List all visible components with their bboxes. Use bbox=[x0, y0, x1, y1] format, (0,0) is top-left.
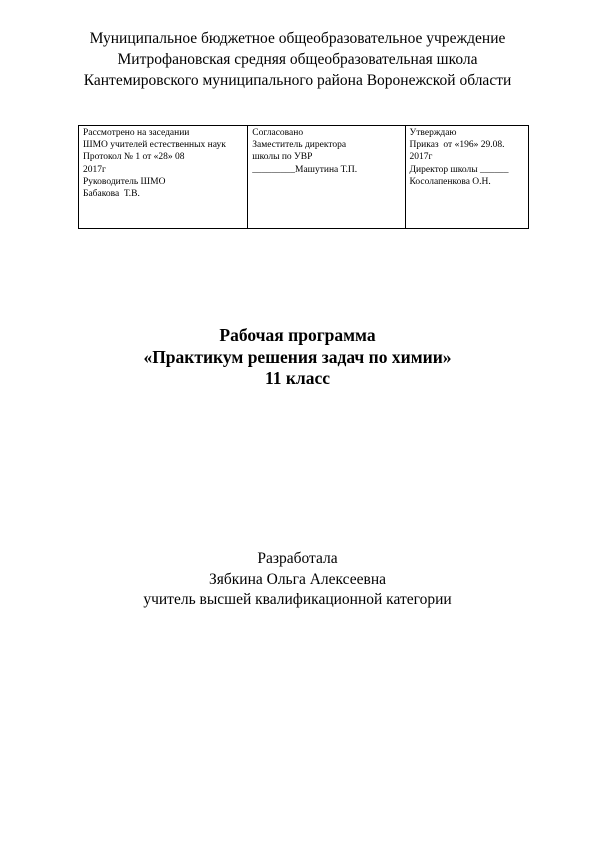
program-grade: 11 класс bbox=[264, 368, 331, 388]
school-header bbox=[0, 28, 595, 91]
considered-line: Бабакова Т.В. bbox=[83, 189, 140, 200]
author-name: Зябкина Ольга Алексеевна bbox=[208, 570, 387, 588]
agreed-cell bbox=[247, 126, 404, 228]
considered-line: ШМО учителей естественных наук bbox=[83, 140, 226, 151]
author-position: учитель высшей квалификационной категории bbox=[143, 591, 452, 608]
approved-line: 2017г bbox=[409, 152, 433, 163]
author-block bbox=[0, 549, 595, 611]
school-header-line: Муниципальное бюджетное общеобразовательное учреждение bbox=[89, 30, 506, 47]
program-course-name: «Практикум решения задач по химии» bbox=[143, 346, 452, 367]
approval-table bbox=[78, 125, 529, 229]
program-title-line: Рабочая программа bbox=[219, 325, 376, 345]
school-header-line: Кантемировского муниципального района Воронежской области bbox=[83, 72, 512, 89]
approved-line: Утверждаю bbox=[409, 128, 457, 138]
program-title bbox=[0, 325, 595, 390]
considered-line: 2017г bbox=[83, 164, 106, 175]
considered-line: Протокол № 1 от «28» 08 bbox=[83, 152, 185, 163]
agreed-line: школы по УВР bbox=[252, 152, 313, 163]
approved-line: Косолапенкова О.Н. bbox=[409, 176, 491, 187]
agreed-line: Согласовано bbox=[252, 128, 304, 138]
author-label: Разработала bbox=[257, 550, 338, 567]
considered-line: Рассмотрено на заседании bbox=[83, 128, 190, 138]
approved-line: Директор школы ______ bbox=[409, 164, 509, 175]
approved-cell bbox=[405, 126, 528, 228]
considered-line: Руководитель ШМО bbox=[83, 176, 166, 187]
considered-cell bbox=[79, 126, 247, 228]
approved-line: Приказ от «196» 29.08. bbox=[409, 140, 505, 151]
agreed-line: Заместитель директора bbox=[252, 140, 347, 151]
school-header-line: Митрофановская средняя общеобразовательная школа bbox=[117, 51, 478, 68]
agreed-line: _________Машутина Т.П. bbox=[252, 164, 358, 175]
